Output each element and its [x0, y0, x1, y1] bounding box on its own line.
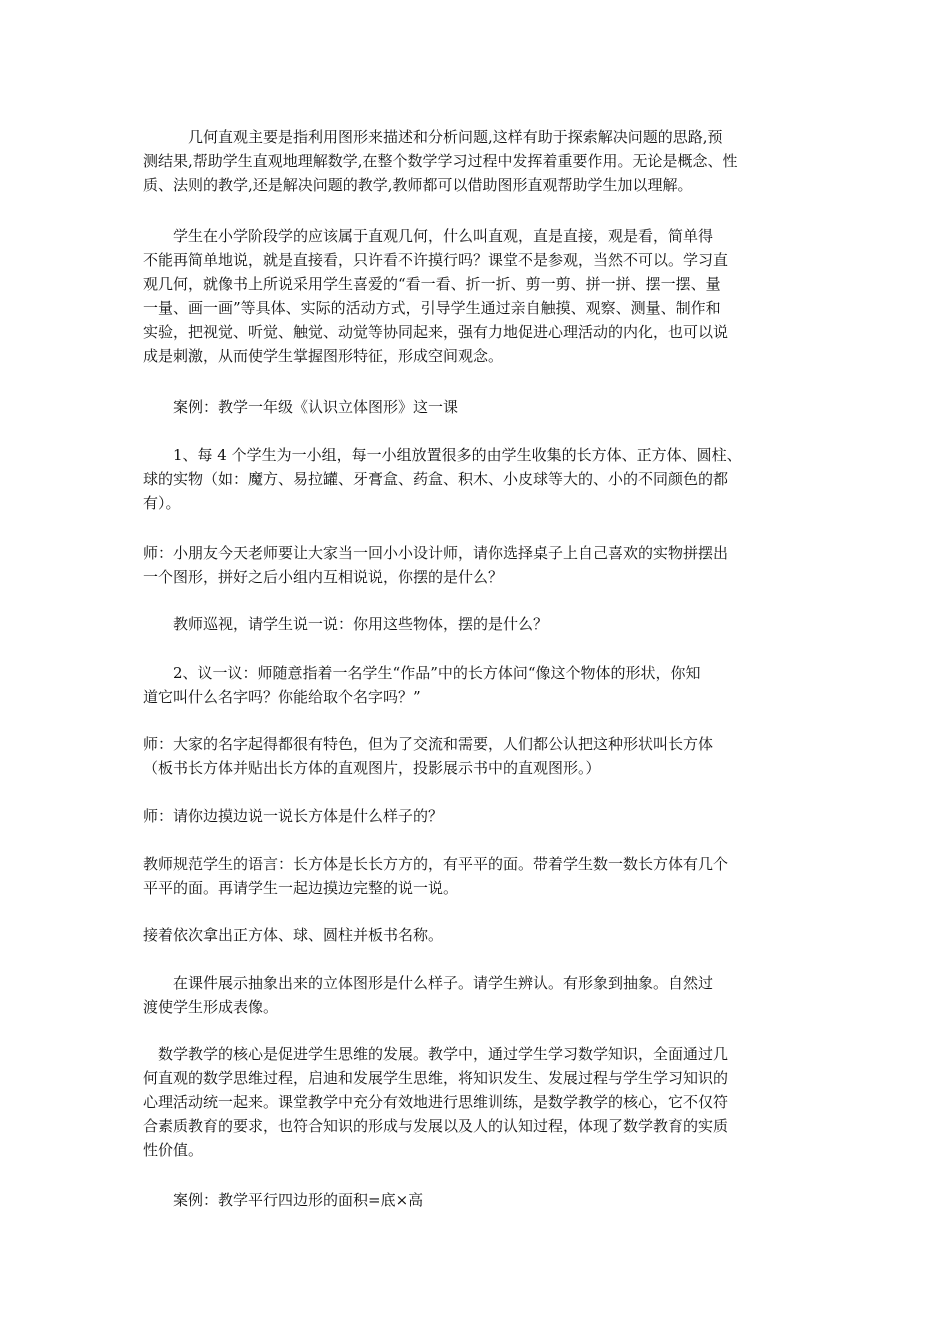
text-line: 道它叫什么名字吗？你能给取个名字吗？” — [143, 688, 421, 706]
text-line: 2、议一议：师随意指着一名学生“作品”中的长方体问“像这个物体的形状，你知 — [143, 664, 701, 682]
paragraph-other-shapes — [143, 923, 811, 947]
paragraph-intuitive-geometry — [143, 224, 811, 368]
text-line: 学生在小学阶段学的应该属于直观几何，什么叫直观，直是直接，观是看，简单得 — [143, 227, 714, 245]
text-line: 测结果,帮助学生直观地理解数学,在整个数学学习过程中发挥着重要作用。无论是概念、性 — [143, 152, 738, 170]
paragraph-case-parallelogram — [143, 1188, 811, 1212]
text-line: 师：请你边摸边说一说长方体是什么样子的？ — [143, 807, 444, 825]
text-line: 教师规范学生的语言：长方体是长长方方的，有平平的面。带着学生数一数长方体有几个 — [143, 855, 729, 873]
text-line: 合素质教育的要求，也符合知识的形成与发展以及人的认知过程，体现了数学教育的实质 — [143, 1117, 729, 1135]
paragraph-case-solid-shapes — [143, 395, 811, 419]
paragraph-courseware — [143, 971, 811, 1019]
text-line: 不能再简单地说，就是直接看，只许看不许摸行吗？课堂不是参观，当然不可以。学习直 — [143, 251, 729, 269]
text-line: 实验，把视觉、听觉、触觉、动觉等协同起来，强有力地促进心理活动的内化，也可以说 — [143, 323, 729, 341]
paragraph-thinking-core — [143, 1042, 811, 1162]
text-line: 何直观的数学思维过程，启迪和发展学生思维，将知识发生、发展过程与学生学习知识的 — [143, 1069, 729, 1087]
paragraph-touch-and-say — [143, 804, 811, 828]
text-line: 球的实物（如：魔方、易拉罐、牙膏盒、药盒、积木、小皮球等大的、小的不同颜色的都 — [143, 470, 729, 488]
text-line: 教师巡视，请学生说一说：你用这些物体，摆的是什么？ — [143, 615, 549, 633]
text-line: 一个图形，拼好之后小组内互相说说，你摆的是什么？ — [143, 568, 504, 586]
text-line: 数学教学的核心是促进学生思维的发展。教学中，通过学生学习数学知识，全面通过几 — [143, 1045, 729, 1063]
text-line: 一量、画一画”等具体、实际的活动方式，引导学生通过亲自触摸、观察、测量、制作和 — [143, 299, 721, 317]
paragraph-step-1 — [143, 443, 811, 515]
text-line: 渡使学生形成表像。 — [143, 998, 279, 1016]
paragraph-step-2 — [143, 661, 811, 709]
text-line: 案例：教学平行四边形的面积=底×高 — [143, 1191, 424, 1209]
paragraph-geometric-intuition — [143, 125, 811, 197]
text-line: 成是刺激，从而使学生掌握图形特征，形成空间观念。 — [143, 347, 504, 365]
paragraph-teacher-designer — [143, 541, 811, 589]
text-line: 在课件展示抽象出来的立体图形是什么样子。请学生辨认。有形象到抽象。自然过 — [143, 974, 714, 992]
text-line: 接着依次拿出正方体、球、圆柱并板书名称。 — [143, 926, 444, 944]
text-line: 性价值。 — [143, 1141, 204, 1159]
text-line: 平平的面。再请学生一起边摸边完整的说一说。 — [143, 879, 459, 897]
text-line: 1、每 4 个学生为一小组，每一小组放置很多的由学生收集的长方体、正方体、圆柱、 — [143, 446, 742, 464]
text-line: （板书长方体并贴出长方体的直观图片，投影展示书中的直观图形。） — [143, 759, 601, 777]
paragraph-standard-language — [143, 852, 811, 900]
text-line: 有）。 — [143, 494, 181, 512]
paragraph-teacher-tour — [143, 612, 811, 636]
text-line: 质、法则的教学,还是解决问题的教学,教师都可以借助图形直观帮助学生加以理解。 — [143, 176, 693, 194]
text-line: 心理活动统一起来。课堂教学中充分有效地进行思维训练，是数学教学的核心，它不仅符 — [143, 1093, 729, 1111]
text-line: 案例：教学一年级《认识立体图形》这一课 — [143, 398, 459, 416]
text-line: 师：小朋友今天老师要让大家当一回小小设计师，请你选择桌子上自己喜欢的实物拼摆出 — [143, 544, 729, 562]
paragraph-cuboid-name — [143, 732, 811, 780]
text-line: 师：大家的名字起得都很有特色，但为了交流和需要，人们都公认把这种形状叫长方体 — [143, 735, 714, 753]
text-line: 观几何，就像书上所说采用学生喜爱的“看一看、折一折、剪一剪、拼一拼、摆一摆、量 — [143, 275, 721, 293]
text-line: 几何直观主要是指利用图形来描述和分析问题,这样有助于探索解决问题的思路,预 — [143, 128, 723, 146]
